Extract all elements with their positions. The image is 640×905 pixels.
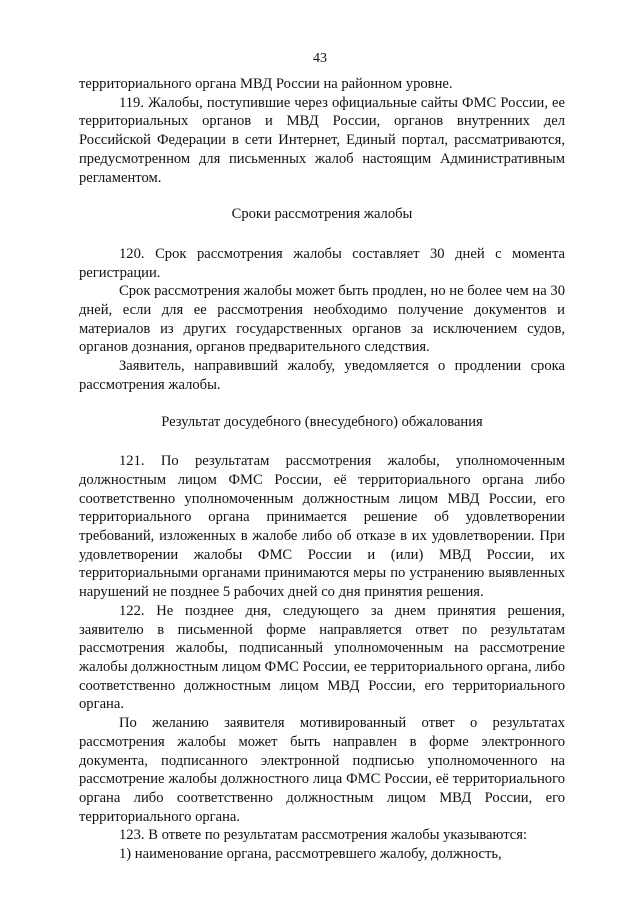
paragraph-122: 122. Не позднее дня, следующего за днем принятия решения, заявителю в письменной форме направляется ответ по результатам рассмотрения жалобы, подписанный уполномоченным на рассмотрение жалобы должностным лицом ФМС России, ее территориального органа, либо соответственно должностным лицом МВД России, его территориального органа. xyxy=(79,602,565,713)
document-body xyxy=(79,75,565,864)
paragraph-119: 119. Жалобы, поступившие через официальные сайты ФМС России, ее территориальных органов и МВД России, органов внутренних дел Российской Федерации в сети Интернет, Единый портал, рассматриваются, предусмотренном для письменных жалоб настоящим Административным регламентом. xyxy=(79,94,565,186)
paragraph-120-extension: Срок рассмотрения жалобы может быть продлен, но не более чем на 30 дней, если для ее рассмотрения необходимо получение документов и материалов из других государственных органов за исключением судов, органов дознания, органов предварительного следствия. xyxy=(79,283,565,356)
section-heading-complaint-terms: Сроки рассмотрения жалобы xyxy=(231,206,413,223)
page-number: 43 xyxy=(313,51,327,66)
paragraph-121: 121. По результатам рассмотрения жалобы, уполномоченным должностным лицом ФМС России, её территориального органа либо соответственно уполномоченным должностным лицом МВД России, его территориального органа принимается решение об удовлетворении требований, изложенных в жалобе либо об отказе в их удовлетворении. При удовлетворении жалобы ФМС России и (или) МВД России, их территориальными органами принимаются меры по устранению выявленных нарушений не позднее 5 рабочих дней со дня принятия решения. xyxy=(79,453,565,601)
paragraph-122-electronic: По желанию заявителя мотивированный ответ о результатах рассмотрения жалобы может быть направлен в форме электронного документа, подписанного электронной подписью уполномоченного на рассмотрение жалобы должностного лица ФМС России, её территориального органа либо соответственно должностным лицом МВД России, его территориального органа. xyxy=(79,715,565,825)
paragraph-continuation: территориального органа МВД России на районном уровне. xyxy=(79,76,453,92)
section-heading-appeal-result: Результат досудебного (внесудебного) обжалования xyxy=(161,413,483,430)
paragraph-123-item-1: 1) наименование органа, рассмотревшего жалобу, должность, xyxy=(119,846,502,863)
paragraph-120-notification: Заявитель, направивший жалобу, уведомляется о продлении срока рассмотрения жалобы. xyxy=(79,358,565,393)
paragraph-123: 123. В ответе по результатам рассмотрения жалобы указываются: xyxy=(119,827,528,844)
paragraph-120: 120. Срок рассмотрения жалобы составляет 30 дней с момента регистрации. xyxy=(79,245,565,281)
